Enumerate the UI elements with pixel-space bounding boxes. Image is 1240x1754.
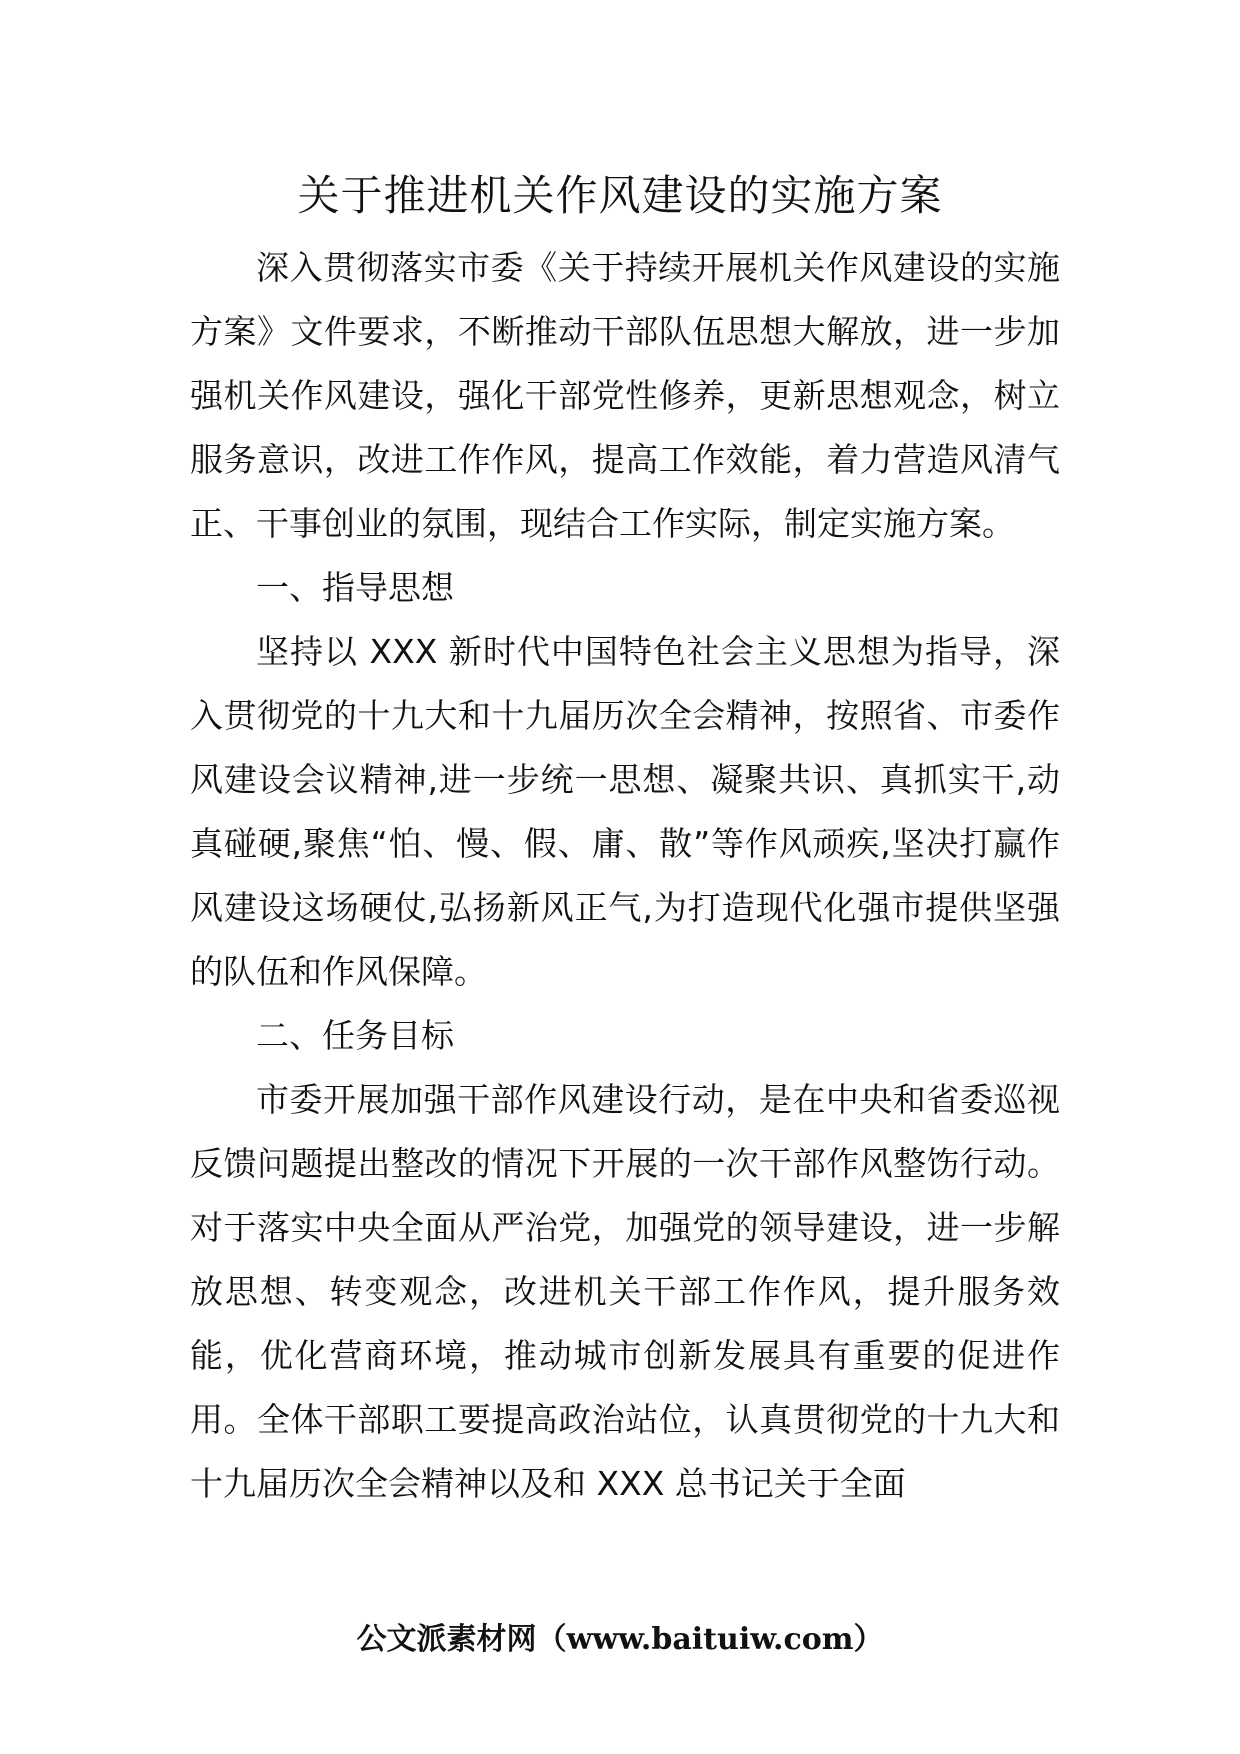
document-title: 关于推进机关作风建设的实施方案 [297,171,943,220]
section-heading-guiding-ideology: 一、指导思想 [256,568,454,607]
paragraph-guiding-ideology: 坚持以 XXX 新时代中国特色社会主义思想为指导，深入贯彻党的十九大和十九届历次全会精神，按照省、市委作风建设会议精神,进一步统一思想、凝聚共识、真抓实干,动真碰硬,聚焦“怕、慢、假、庸、散”等作风顽疾,坚决打赢作风建设这场硬仗,弘扬新风正气,为打造现代化强市提供坚强的队伍和作风保障。 [190,632,1060,991]
document-body [190,236,1060,1516]
paragraph-task-goals: 市委开展加强干部作风建设行动，是在中央和省委巡视反馈问题提出整改的情况下开展的一次干部作风整饬行动。对于落实中央全面从严治党，加强党的领导建设，进一步解放思想、转变观念，改进机关干部工作作风，提升服务效能，优化营商环境，推动城市创新发展具有重要的促进作用。全体干部职工要提高政治站位，认真贯彻党的十九大和十九届历次全会精神以及和 XXX 总书记关于全面 [190,1080,1060,1503]
paragraph-intro: 深入贯彻落实市委《关于持续开展机关作风建设的实施方案》文件要求，不断推动干部队伍思想大解放，进一步加强机关作风建设，强化干部党性修养，更新思想观念，树立服务意识，改进工作作风，提高工作效能，着力营造风清气正、干事创业的氛围，现结合工作实际，制定实施方案。 [190,248,1060,543]
footer-watermark: 公文派素材网（www.baituiw.com） [356,1622,884,1657]
section-heading-task-goals: 二、任务目标 [256,1016,454,1055]
